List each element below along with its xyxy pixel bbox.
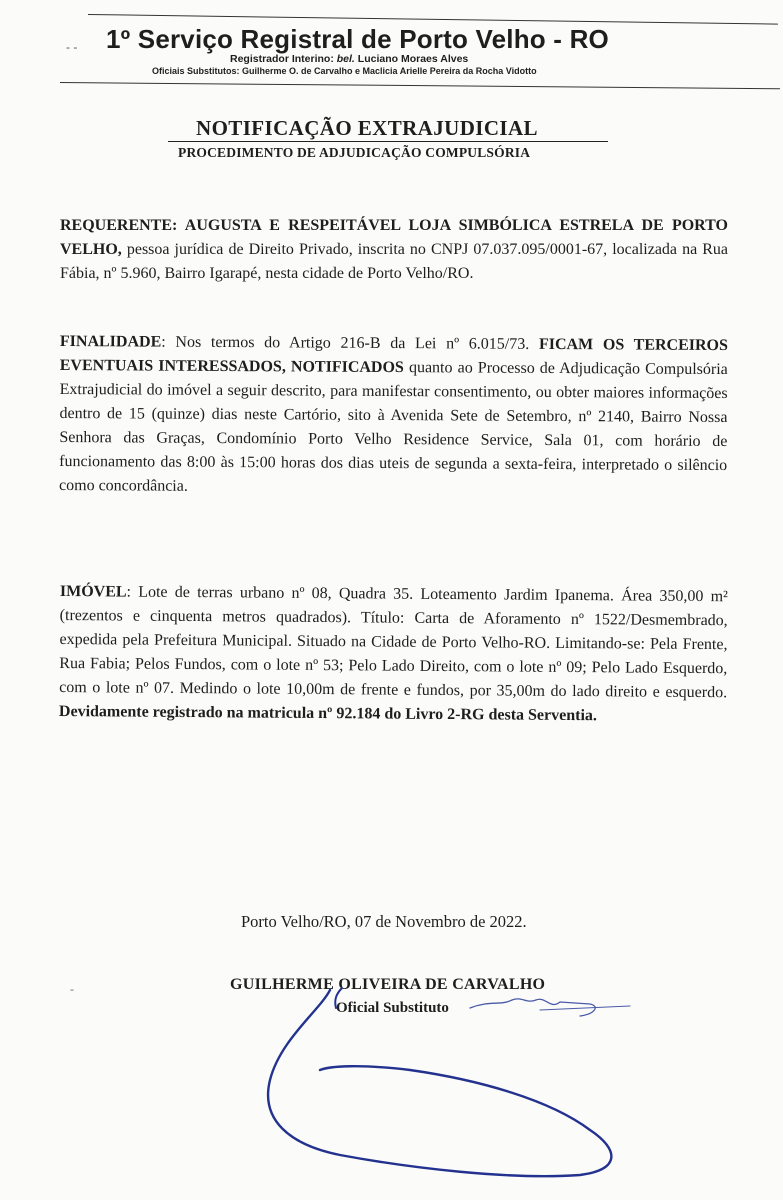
finalidade-label: FINALIDADE [59,332,162,351]
requerente-label: REQUERENTE: AUGUSTA E RESPEITÁVEL LOJA SIMBÓLICA ESTRELA DE PORTO VELHO, [60,217,728,258]
requerente-paragraph [60,214,728,286]
title-underline [168,141,608,142]
requerente-text: pessoa jurídica de Direito Privado, inscrita no CNPJ 07.037.095/0001-67, localizada na Rua Fábia, nº 5.960, Bairro Igarapé, nesta cidade de Porto Velho/RO. [60,241,728,282]
handwritten-signature [250,970,650,1200]
registrar-line: Registrador Interino: bel. Luciano Moraes Alves [230,53,469,65]
signer-name: GUILHERME OLIVEIRA DE CARVALHO [230,976,546,993]
document-title: NOTIFICAÇÃO EXTRAJUDICIAL [196,116,538,140]
dateline: Porto Velho/RO, 07 de Novembro de 2022. [241,912,527,931]
imovel-label: IMÓVEL [59,582,127,601]
document-page: - - 1º Serviço Registral de Porto Velho - RO Registrador Interino: bel. Luciano Moraes Alves Oficiais Substitutos: Guilherme O. de Carvalho e Maclicia Arielle Pereira da Rocha Vidotto NOTIFICAÇÃO EXTRAJUDICIAL PROCEDIMENTO DE ADJUDICAÇÃO COMPULSÓRIA REQUERENTE: AUGUSTA E RESPEITÁVEL LOJA SIMBÓLICA ESTRELA DE PORTO VELHO, pessoa jurídica de Direito Privado, inscrita no CNPJ 07.037.095/0001-67, localizada na Rua Fábia, nº 5.960, Bairro Igarapé, nesta cidade de Porto Velho/RO. FINALIDADE: Nos termos do Artigo 216-B da Lei nº 6.015/73. FICAM OS TERCEIROS EVENTUAIS INTERESSADOS, NOTIFICADOS quanto ao Processo de Adjudicação Compulsória Extrajudicial do imóvel a seguir descrito, para manifestar consentimento, ou obter maiores informações dentro de 15 (quinze) dias neste Cartório, sito à Avenida Sete de Setembro, nº 2140, Bairro Nossa Senhora das Graças, Condomínio Porto Velho Residence Service, Sala 01, com horário de funcionamento das 8:00 às 15:00 horas dos dias uteis de segunda a sexta-feira, interpretado o silêncio como concordância. IMÓVEL: Lote de terras urbano nº 08, Quadra 35. Loteamento Jardim Ipanema. Área 350,00 m² (trezentos e cinquenta metros quadrados). Título: Carta de Aforamento nº 1522/Desmembrado, expedida pela Prefeitura Municipal. Situado na Cidade de Porto Velho-RO. Limitando-se: Pela Frente, Rua Fabia; Pelos Fundos, com o lote nº 53; Pelo Lado Direito, com o lote nº 09; Pelo Lado Esquerdo, com o lote nº 07. Medindo o lote 10,00m de frente e fundos, por 35,00m do lado direito e esquerdo. Devidamente registrado na matricula nº 92.184 do Livro 2-RG desta Serventia. Porto Velho/RO, 07 de Novembro de 2022. - GUILHERME OLIVEIRA DE CARVALHO Oficial Substituto [0,0,783,1200]
finalidade-paragraph: FINALIDADE: Nos termos do Artigo 216-B da Lei nº 6.015/73. FICAM OS TERCEIROS EVENTUAIS INTERESSADOS, NOTIFICADOS quanto ao Processo de Adjudicação Compulsória Extrajudicial do imóvel a seguir descrito, para manifestar consentimento, ou obter maiores informações dentro de 15 (quinze) dias neste Cartório, sito à Avenida Sete de Setembro, nº 2140, Bairro Nossa Senhora das Graças, Condomínio Porto Velho Residence Service, Sala 01, com horário de funcionamento das 8:00 às 15:00 horas dos dias uteis de segunda a sexta-feira, interpretado o silêncio como concordância. [58,332,728,495]
substitutes-line: Oficiais Substitutos: Guilherme O. de Carvalho e Maclicia Arielle Pereira da Rocha Vidotto [152,66,537,76]
registry-title: 1º Serviço Registral de Porto Velho - RO [106,24,609,54]
document-subtitle: PROCEDIMENTO DE ADJUDICAÇÃO COMPULSÓRIA [178,145,531,160]
header-mark: - - [66,40,78,54]
imovel-paragraph: IMÓVEL: Lote de terras urbano nº 08, Quadra 35. Loteamento Jardim Ipanema. Área 350,00 m² (trezentos e cinquenta metros quadrados). Título: Carta de Aforamento nº 1522/Desmembrado, expedida pela Prefeitura Municipal. Situado na Cidade de Porto Velho-RO. Limitando-se: Pela Frente, Rua Fabia; Pelos Fundos, com o lote nº 53; Pelo Lado Direito, com o lote nº 09; Pelo Lado Esquerdo, com o lote nº 07. Medindo o lote 10,00m de frente e fundos, por 35,00m do lado direito e esquerdo. Devidamente registrado na matricula nº 92.184 do Livro 2-RG desta Serventia. [58,582,728,725]
signer-role: Oficial Substituto [336,1000,449,1016]
header-bottom-rule [60,82,780,89]
